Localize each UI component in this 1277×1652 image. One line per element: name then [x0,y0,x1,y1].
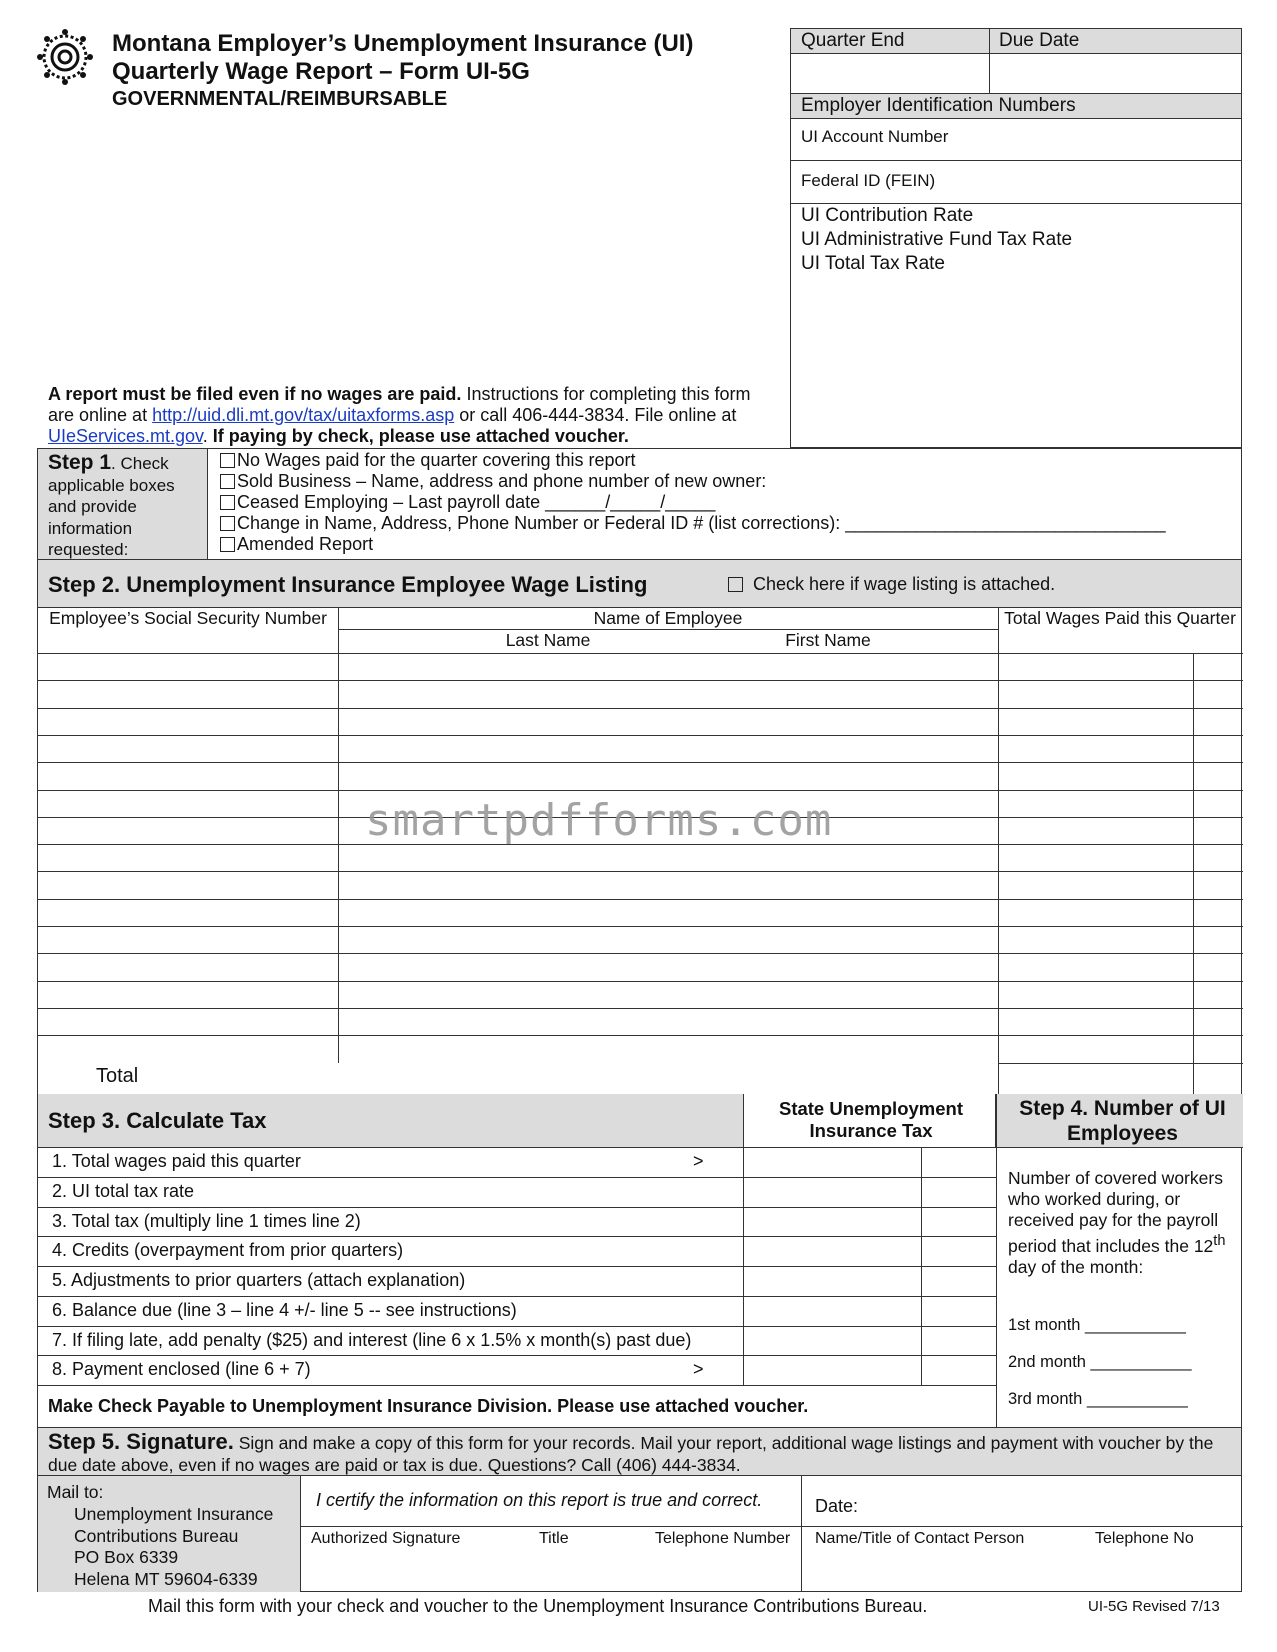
tax-line-7: 7. If filing late, add penalty ($25) and interest (line 6 x 1.5% x month(s) past due) [52,1329,692,1350]
quarter-end-label: Quarter End [801,30,905,51]
certify-statement: I certify the information on this report is true and correct. [316,1490,763,1510]
step5-title: Step 5. Signature. [48,1429,234,1454]
arrow-icon: > [693,1151,704,1171]
total-label: Total [96,1065,139,1087]
step4-description: Number of covered workers who worked during, or received pay for the payroll period that includes the 12th day of the month: [1008,1168,1226,1277]
tax-line-1: 1. Total wages paid this quarter [52,1151,301,1171]
amended-report-option[interactable]: Amended Report [220,534,373,555]
quarter-due-fields[interactable] [791,54,1241,94]
table-row-line [38,981,1243,982]
form-type: GOVERNMENTAL/REIMBURSABLE [112,88,448,110]
ceased-employing-option[interactable]: Ceased Employing – Last payroll date ______/_____/_____ [220,492,715,513]
sold-business-option[interactable]: Sold Business – Name, address and phone number of new owner: [220,471,766,492]
tax-input-2[interactable] [743,1177,996,1207]
instructions-link[interactable]: http://uid.dli.mt.gov/tax/uitaxforms.asp [152,405,455,425]
table-row-line [38,926,1243,927]
table-row-line [38,899,1243,900]
wage-listing-attached-option[interactable]: Check here if wage listing is attached. [728,574,1055,595]
table-row-line [38,1008,1243,1009]
checkbox[interactable] [728,577,743,592]
step5-instructions: Sign and make a copy of this form for your records. Mail your report, additional wage listings and payment with voucher by the due date above, even if no wages are paid or tax is due. Questions? Call (406) 444-3834. [48,1433,1214,1475]
contact-telephone-field[interactable]: Telephone No [1095,1530,1194,1547]
step3-title: Step 3. Calculate Tax [48,1108,267,1133]
table-row-line [38,1035,1243,1036]
tax-input-7[interactable] [743,1326,996,1356]
watermark: smartpdfforms.com [365,795,833,846]
filing-notice: A report must be filed even if no wages are paid. Instructions for completing this form are online at http://uid.dli.mt.gov/tax/uitaxforms.asp or call 406-444-3834. File online at UIeServices.mt.gov. If paying by check, please use attached voucher. [48,384,751,446]
payable-note: Make Check Payable to Unemployment Insurance Division. Please use attached voucher. [48,1396,809,1416]
signature-section [37,1476,1242,1592]
first-name-header: First Name [785,630,871,650]
no-wages-option[interactable]: No Wages paid for the quarter covering this report [220,450,636,471]
checkbox[interactable] [220,537,235,552]
wages-divider [998,607,999,1095]
step5-header [37,1428,1242,1476]
revision-label: UI-5G Revised 7/13 [1088,1598,1220,1615]
date-field[interactable]: Date: [815,1496,859,1516]
arrow-icon: > [693,1359,704,1380]
step2-title: Step 2. Unemployment Insurance Employee Wage Listing [48,572,648,597]
montana-seal-icon [36,28,94,86]
tax-rates [791,204,1241,276]
total-tax-rate-label: UI Total Tax Rate [801,253,945,274]
contact-person-field[interactable]: Name/Title of Contact Person [815,1530,1025,1547]
step3-section [37,1094,1242,1428]
ssn-column-header: Employee’s Social Security Number [49,608,327,628]
telephone-field[interactable]: Telephone Number [655,1530,791,1547]
checkbox[interactable] [220,516,235,531]
checkbox[interactable] [220,453,235,468]
mail-to-block: Mail to: Unemployment Insurance Contributions Bureau PO Box 6339 Helena MT 59604-6339 [38,1476,301,1592]
table-row-line [38,735,1243,736]
quarter-due-header [791,29,1241,54]
tax-line-8: 8. Payment enclosed (line 6 + 7) [52,1359,311,1380]
checkbox[interactable] [220,474,235,489]
table-row-line [38,790,1243,791]
total-wages-header: Total Wages Paid this Quarter [1004,608,1236,628]
wage-listing-table [37,607,1242,1095]
name-column-header: Name of Employee [593,608,743,628]
admin-fund-rate-label: UI Administrative Fund Tax Rate [801,229,1073,250]
contribution-rate-label: UI Contribution Rate [801,205,974,226]
checkbox[interactable] [220,495,235,510]
form-title: Montana Employer’s Unemployment Insurance (UI) [112,30,694,57]
authorized-signature-field[interactable]: Authorized Signature [311,1530,461,1547]
due-date-label: Due Date [999,30,1080,51]
step1-section [37,448,1242,560]
tax-line-2: 2. UI total tax rate [52,1180,195,1201]
last-name-header: Last Name [505,630,591,650]
footer-instruction: Mail this form with your check and voucher to the Unemployment Insurance Contributions Bureau. [148,1596,928,1616]
tax-input-4[interactable] [743,1236,996,1266]
table-row-line [38,953,1243,954]
table-row-line [38,680,1243,681]
tax-input-6[interactable] [743,1296,996,1326]
tax-line-5: 5. Adjustments to prior quarters (attach explanation) [52,1270,466,1290]
ui-account-field[interactable]: UI Account Number [791,119,1241,161]
tax-line-4: 4. Credits (overpayment from prior quarters) [52,1240,404,1261]
table-row-line [38,708,1243,709]
employer-info-box [790,28,1242,448]
month3-field[interactable]: 3rd month ___________ [1008,1390,1188,1408]
step1-label: Step 1. Check applicable boxes and provide information requested: [38,449,208,559]
tax-input-3[interactable] [743,1207,996,1237]
table-row-line [38,762,1243,763]
ssn-divider [338,607,339,1063]
tax-line-6: 6. Balance due (line 3 – line 4 +/- line 5 -- see instructions) [52,1299,517,1320]
ein-header: Employer Identification Numbers [791,94,1241,119]
cents-divider [1193,653,1194,1095]
table-row-line [38,871,1243,872]
month2-field[interactable]: 2nd month ___________ [1008,1353,1192,1371]
eservices-link[interactable]: UIeServices.mt.gov [48,426,203,446]
step4-title: Step 4. Number of UI Employees [1019,1097,1226,1145]
table-row-line [998,1063,1243,1064]
tax-line-3: 3. Total tax (multiply line 1 times line 2) [52,1210,361,1231]
title-field[interactable]: Title [539,1530,569,1547]
fein-field[interactable]: Federal ID (FEIN) [791,161,1241,204]
change-info-option[interactable]: Change in Name, Address, Phone Number or Federal ID # (list corrections): ________________________________ [220,513,1166,534]
step2-header [37,560,1242,608]
month1-field[interactable]: 1st month ___________ [1008,1316,1186,1334]
tax-input-5[interactable] [743,1266,996,1296]
form-subtitle: Quarterly Wage Report – Form UI-5G [112,58,530,85]
tax-input-8[interactable] [743,1355,996,1385]
sui-tax-header: State Unemployment Insurance Tax [778,1098,963,1141]
tax-input-1[interactable] [743,1147,996,1177]
